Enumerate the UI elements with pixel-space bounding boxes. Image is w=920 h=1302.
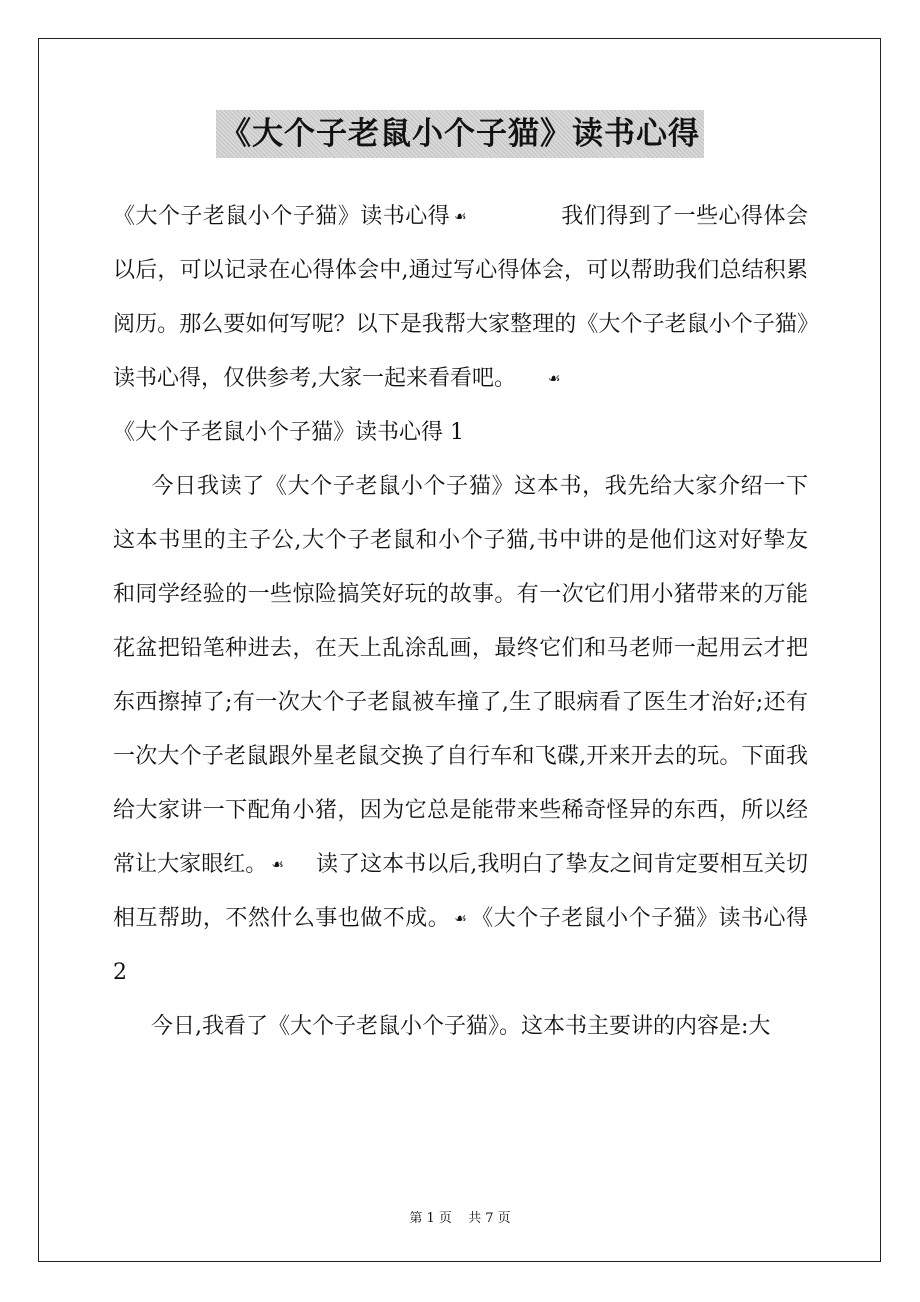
- document-body: [113, 190, 808, 1054]
- intro-text: 我们得到了一些心得体会以后，可以记录在心得体会中,通过写心得体会，可以帮助我们总结积累阅历。那么要如何写呢？以下是我帮大家整理的《大个子老鼠小个子猫》读书心得，仅供参考,大家一起来看看吧。: [113, 204, 808, 391]
- section2-text: 今日,我看了《大个子老鼠小个子猫》。这本书主要讲的内容是:大: [151, 1014, 771, 1039]
- section1-paragraph: [113, 460, 808, 1000]
- section2-paragraph: [113, 1000, 808, 1054]
- intro-paragraph: [113, 190, 808, 406]
- document-title: 《大个子老鼠小个子猫》读书心得: [216, 110, 704, 158]
- paragraph-mark-icon: ☙: [548, 371, 561, 387]
- section1-text: 今日我读了《大个子老鼠小个子猫》这本书，我先给大家介绍一下这本书里的主子公,大个子老鼠和小个子猫,书中讲的是他们这对好挚友和同学经验的一些惊险搞笑好玩的故事。有一次它们用小猪带来的万能花盆把铅笔种进去，在天上乱涂乱画，最终它们和马老师一起用云才把东西擦掉了;有一次大个子老鼠被车撞了,生了眼病看了医生才治好;还有一次大个子老鼠跟外星老鼠交换了自行车和飞碟,开来开去的玩。下面我给大家讲一下配角小猪，因为它总是能带来些稀奇怪异的东西，所以经常让大家眼红。: [113, 474, 808, 877]
- section1-text-2: 读了这本书以后,我明白了挚友之间肯定要相互关切相互帮助，不然什么事也做不成。: [113, 852, 808, 931]
- section1-heading: 《大个子老鼠小个子猫》读书心得 1: [113, 420, 464, 445]
- page-footer: [0, 1207, 920, 1226]
- title-wrap: [0, 110, 920, 158]
- section2-heading: 《大个子老鼠小个子猫》读书心得 2: [113, 906, 808, 985]
- paragraph-mark-icon: ☙: [271, 857, 284, 873]
- intro-title-ref: 《大个子老鼠小个子猫》读书心得: [113, 204, 451, 229]
- paragraph-mark-icon: ☙: [454, 209, 467, 225]
- paragraph-mark-icon: ☙: [454, 911, 467, 927]
- page-total: 共 7 页: [468, 1211, 511, 1226]
- page-number: 第 1 页: [409, 1211, 452, 1226]
